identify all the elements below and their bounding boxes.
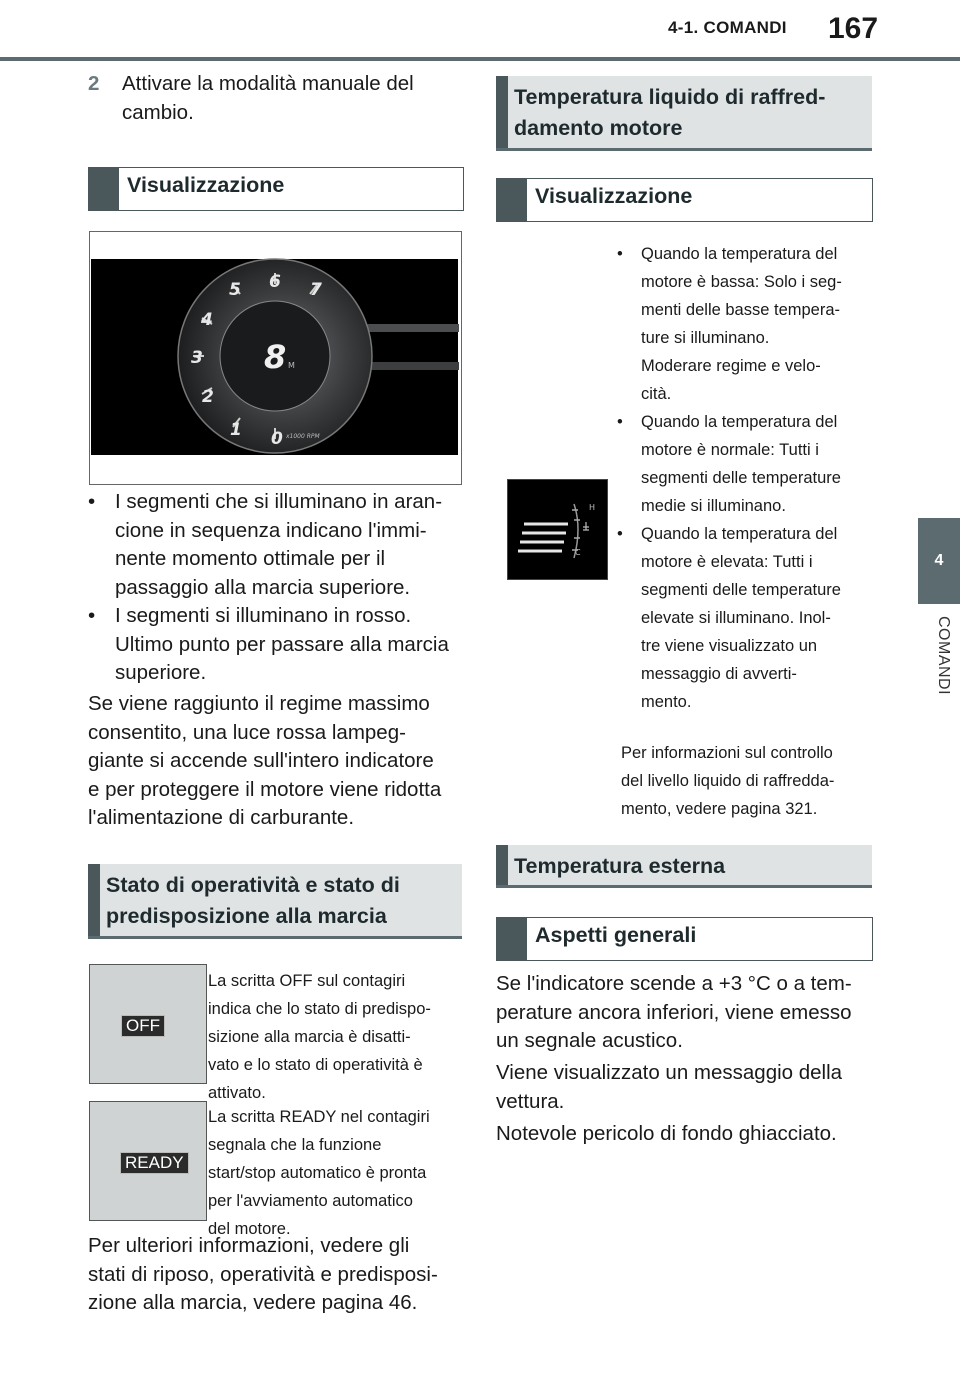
list-item: • Quando la temperatura del motore è bassa: Solo i seg- menti delle basse tempera- ture si illuminano. Moderare regime e velo- cità. <box>615 240 877 408</box>
final-paragraph: Per ulteriori informazioni, vedere gli stati di riposo, operatività e predisposi- zione alla marcia, vedere pagina 46. <box>88 1234 438 1314</box>
heading-aspetti-generali: Aspetti generali <box>496 917 873 961</box>
gauge-gear-3: 3 <box>191 348 203 368</box>
ready-display-figure <box>89 1101 207 1221</box>
chapter-label: COMANDI <box>935 616 952 696</box>
gauge-gear-7: 7 <box>310 280 322 300</box>
tachometer-svg <box>90 232 459 482</box>
mode-indicator: M <box>288 361 295 370</box>
list-item: • Quando la temperatura del motore è elevata: Tutti i segmenti delle temperature elevate si illuminano. Inol- tre viene visualizzato un messaggio di avverti- mento. <box>615 520 877 716</box>
chapter-tab: 4 <box>918 518 960 604</box>
tachometer-figure <box>89 231 462 485</box>
gear-indicator: 8 <box>264 338 287 376</box>
page-number: 167 <box>828 12 879 45</box>
ext-temp-paragraph-2: Viene visualizzato un messaggio della vettura. <box>496 1061 843 1113</box>
heading-temperatura-liquido: Temperatura liquido di raffred- damento motore <box>496 76 872 151</box>
list-item: • Quando la temperatura del motore è normale: Tutti i segmenti delle temperature medie si illuminano. <box>615 408 877 520</box>
ext-temp-paragraph-1: Se l'indicatore scende a +3 °C o a tem- perature ancora inferiori, viene emesso un segnale acustico. <box>496 972 852 1052</box>
ext-temp-paragraph-3: Notevole pericolo di fondo ghiacciato. <box>496 1122 837 1145</box>
coolant-info: Per informazioni sul controllo del livello liquido di raffredda- mento, vedere pagina 321. <box>621 743 835 818</box>
step-number: 2 <box>88 72 100 95</box>
gauge-gear-5: 5 <box>229 280 241 300</box>
section-title: 4-1. COMANDI <box>668 18 787 37</box>
ready-badge: READY <box>120 1152 189 1174</box>
gauge-gear-1: 1 <box>230 420 242 440</box>
gauge-zero: 0 <box>271 429 283 449</box>
off-description: La scritta OFF sul contagiri indica che lo stato di predispo- sizione alla marcia è disatti- vato e lo stato di operatività è attivato. <box>208 971 431 1102</box>
heading-visualizzazione-right: Visualizzazione <box>496 178 873 222</box>
heading-temperatura-esterna: Temperatura esterna <box>496 845 872 888</box>
step-text: Attivare la modalità manuale del cambio. <box>122 72 414 124</box>
rev-limit-paragraph: Se viene raggiunto il regime massimo consentito, una luce rossa lampeg- giante si accende sull'intero indicatore e per proteggere il motore viene ridotta l'alimentazione di carburante. <box>88 692 442 829</box>
ready-description: La scritta READY nel contagiri segnala che la funzione start/stop automatico è pronta per l'avviamento automatico del motore. <box>208 1107 430 1238</box>
list-item: • I segmenti si illuminano in rosso. Ultimo punto per passare alla marcia superiore. <box>88 602 462 688</box>
coolant-bullet-list <box>615 240 877 716</box>
gauge-gear-4: 4 <box>201 310 213 330</box>
coolant-thermometer-icon <box>583 522 589 530</box>
left-bullet-list <box>88 488 462 688</box>
off-display-figure <box>89 964 207 1084</box>
rpm-unit: x1000 RPM <box>286 433 320 440</box>
gauge-cold-label: C <box>575 548 581 557</box>
heading-visualizzazione-left: Visualizzazione <box>88 167 464 211</box>
off-badge: OFF <box>121 1015 165 1037</box>
gauge-gear-6: 6 <box>269 272 281 292</box>
coolant-gauge-figure <box>507 479 608 580</box>
gauge-hot-label: H <box>589 503 596 512</box>
heading-stato-operativita: Stato di operatività e stato di predisposizione alla marcia <box>88 864 462 939</box>
header-rule <box>0 57 960 61</box>
gauge-gear-2: 2 <box>202 387 214 407</box>
list-item: • I segmenti che si illuminano in aran- cione in sequenza indicano l'immi- nente momento ottimale per il passaggio alla marcia superiore. <box>88 488 462 602</box>
